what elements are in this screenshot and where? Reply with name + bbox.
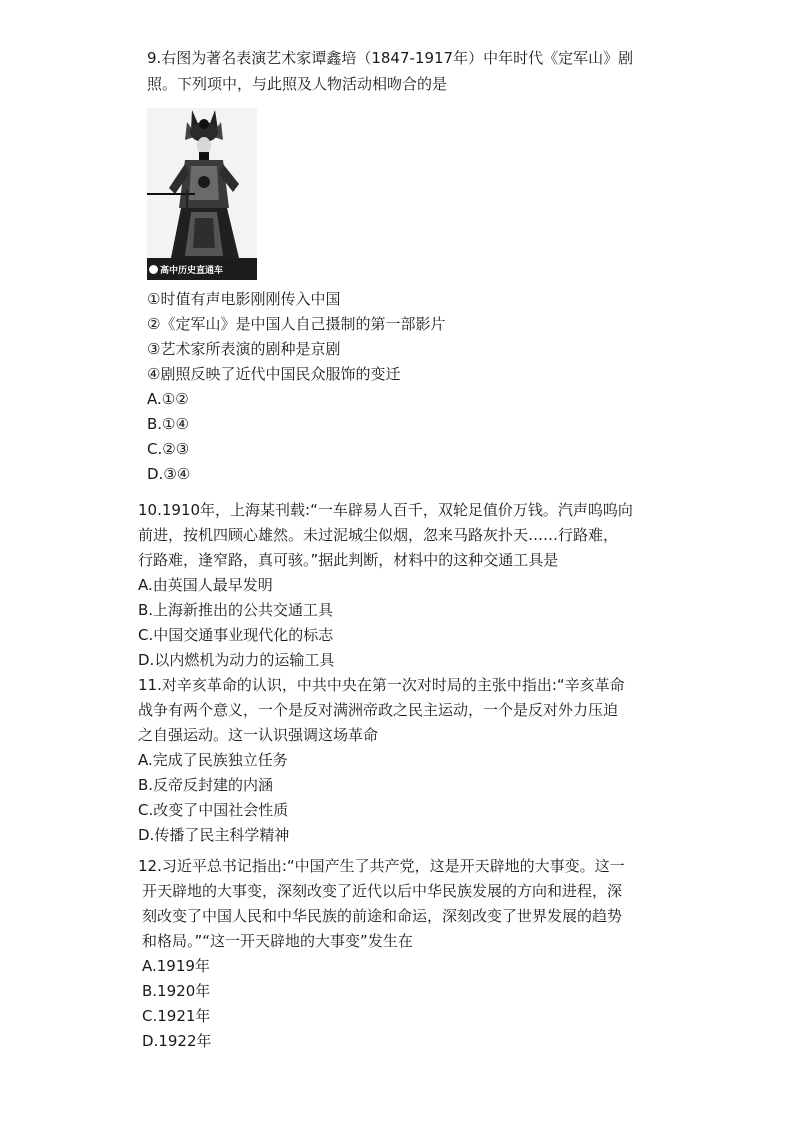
q12-stem-line2: 开天辟地的大事变，深刻改变了近代以后中华民族发展的方向和进程，深 (142, 882, 623, 900)
q12-option-c: C.1921年 (142, 1007, 211, 1025)
q10-stem-line2: 前进，按机四顾心雄然。未过泥城尘似烟，忽来马路灰扑天……行路难， (138, 526, 619, 544)
q10-option-c: C.中国交通事业现代化的标志 (138, 626, 334, 644)
q9-stem-line1: 9.右图为著名表演艺术家谭鑫培（1847-1917年）中年时代《定军山》剧 (147, 49, 634, 67)
q11-option-c: C.改变了中国社会性质 (138, 801, 289, 819)
q9-option-a: A.①② (147, 390, 189, 408)
q9-statement-3: ③艺术家所表演的剧种是京剧 (147, 340, 341, 358)
q10-stem-line3: 行路难，逢窄路，真可骇。”据此判断，材料中的这种交通工具是 (138, 551, 559, 569)
q9-option-c: C.②③ (147, 440, 190, 458)
q10-option-b: B.上海新推出的公共交通工具 (138, 601, 334, 619)
q9-option-d: D.③④ (147, 465, 191, 483)
q12-option-d: D.1922年 (142, 1032, 212, 1050)
q12-stem-line1: 12.习近平总书记指出:“中国产生了共产党，这是开天辟地的大事变。这一 (138, 857, 625, 875)
q9-option-b: B.①④ (147, 415, 189, 433)
opera-photo (147, 108, 257, 280)
q11-stem-line1: 11.对辛亥革命的认识，中共中央在第一次对时局的主张中指出:“辛亥革命 (138, 676, 625, 694)
q11-option-d: D.传播了民主科学精神 (138, 826, 290, 844)
q12-stem-line4: 和格局。”“这一开天辟地的大事变”发生在 (142, 932, 413, 950)
photo-watermark (149, 265, 223, 277)
q9-statement-2: ②《定军山》是中国人自己摄制的第一部影片 (147, 315, 446, 333)
q10-stem-line1: 10.1910年，上海某刊载:“一车辟易人百千，双轮足值价万钱。汽声呜呜向 (138, 501, 633, 519)
q9-statement-4: ④剧照反映了近代中国民众服饰的变迁 (147, 365, 401, 383)
q11-option-b: B.反帝反封建的内涵 (138, 776, 274, 794)
q11-stem-line3: 之自强运动。这一认识强调这场革命 (138, 726, 379, 744)
q10-option-d: D.以内燃机为动力的运输工具 (138, 651, 335, 669)
opera-figure-illustration (147, 108, 257, 280)
q12-option-b: B.1920年 (142, 982, 211, 1000)
q12-stem-line3: 刻改变了中国人民和中华民族的前途和命运，深刻改变了世界发展的趋势 (142, 907, 623, 925)
photo-watermark-text: 高中历史直通车 (160, 266, 224, 276)
q12-option-a: A.1919年 (142, 957, 210, 975)
q11-option-a: A.完成了民族独立任务 (138, 751, 288, 769)
q9-statement-1: ①时值有声电影刚刚传入中国 (147, 290, 341, 308)
q9-stem-line2: 照。下列项中，与此照及人物活动相吻合的是 (147, 75, 448, 93)
q10-option-a: A.由英国人最早发明 (138, 576, 273, 594)
watermark-logo-icon (149, 265, 158, 274)
q11-stem-line2: 战争有两个意义，一个是反对满洲帝政之民主运动，一个是反对外力压迫 (138, 701, 619, 719)
